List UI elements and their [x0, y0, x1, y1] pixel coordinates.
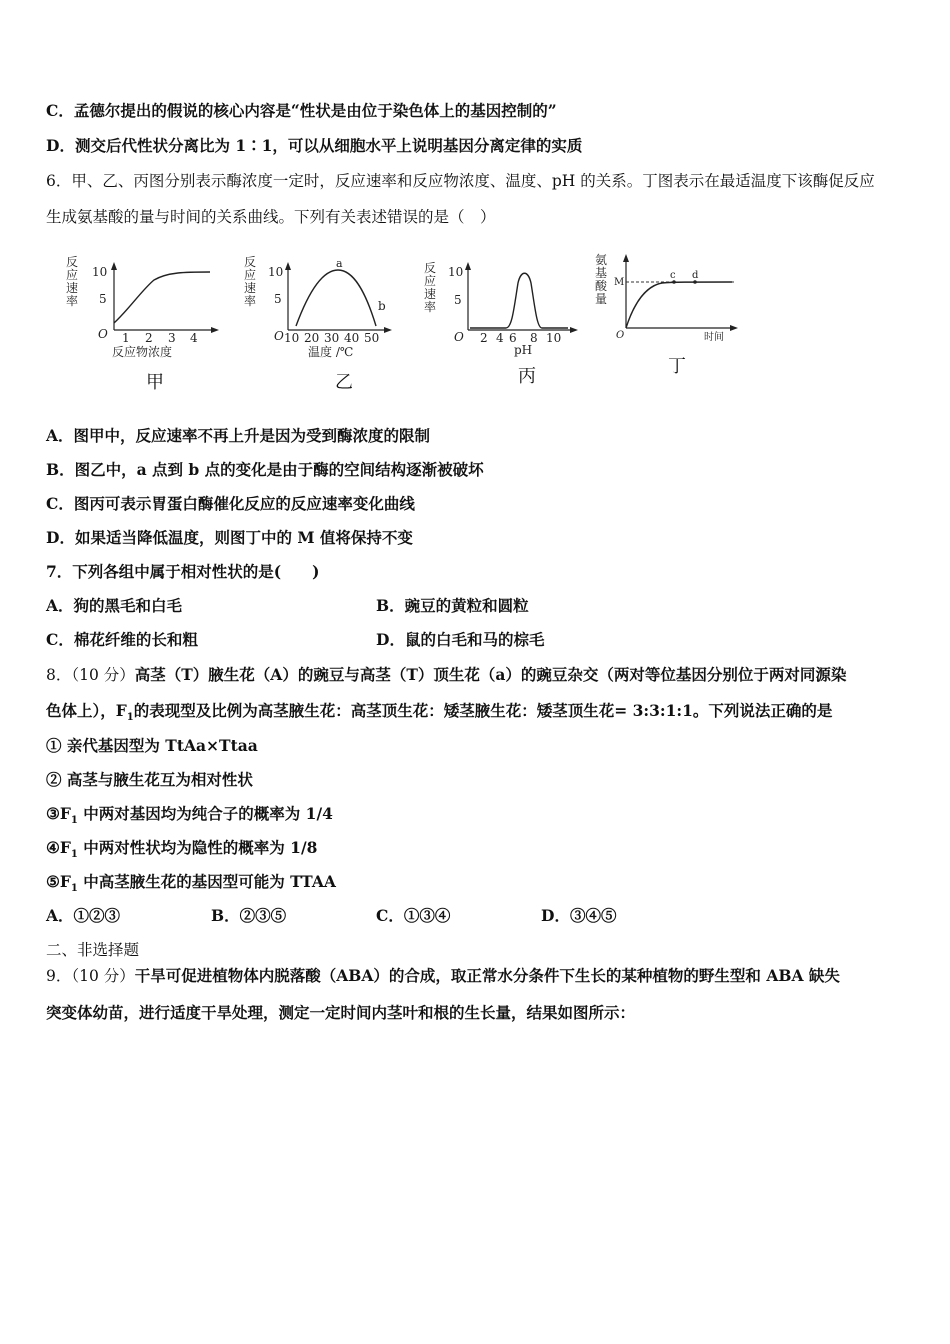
q8-number: 8．（10 分） — [46, 666, 135, 684]
jia-ytick-10: 10 — [92, 265, 108, 279]
q6-stem-line2: 生成氨基酸的量与时间的关系曲线。下列有关表述错误的是（ ） — [46, 208, 496, 226]
bing-ylabel-1: 应 — [424, 274, 437, 288]
q7-stem: 7．下列各组中属于相对性状的是( ) — [46, 562, 320, 581]
yi-ytick-10: 10 — [268, 265, 284, 279]
caption-jia: 甲 — [146, 372, 164, 393]
jia-xlabel: 反应物浓度 — [112, 345, 173, 359]
yi-ytick-5: 5 — [274, 292, 282, 306]
yi-ylabel-2: 速 — [244, 281, 257, 295]
yi-ylabel-3: 率 — [244, 294, 257, 308]
bing-xtick-4: 4 — [496, 331, 504, 345]
q9-stem-line2: 突变体幼苗，进行适度干旱处理，测定一定时间内茎叶和根的生长量，结果如图所示： — [46, 1003, 636, 1022]
q8-line2-a: 色体上），F — [46, 701, 127, 720]
figure-yi — [238, 248, 398, 367]
q7-option-c[interactable]: C．棉花纤维的长和粗 — [46, 630, 198, 649]
bing-ytick-10: 10 — [448, 265, 464, 279]
q7-option-b[interactable]: B．豌豆的黄粒和圆粒 — [376, 596, 529, 615]
q8-option-b[interactable]: B．②③⑤ — [211, 906, 287, 925]
ding-point-c: c — [670, 270, 676, 281]
q7-option-d[interactable]: D．鼠的白毛和马的棕毛 — [376, 630, 545, 649]
yi-xlabel: 温度 /℃ — [308, 345, 354, 359]
bing-xtick-10: 10 — [546, 331, 562, 345]
ding-m-label: M — [614, 277, 625, 288]
yi-ylabel-1: 应 — [244, 268, 257, 282]
q8-line2-sub: 1 — [126, 712, 134, 724]
jia-ylabel-3: 率 — [66, 294, 79, 308]
q7-option-a[interactable]: A．狗的黑毛和白毛 — [46, 596, 183, 615]
bing-ytick-5: 5 — [454, 293, 462, 307]
jia-xtick-1: 1 — [122, 331, 130, 345]
ding-ylabel-3: 量 — [595, 292, 608, 306]
jia-xtick-3: 3 — [168, 331, 176, 345]
option-d-prev: D．测交后代性状分离比为 1∶1，可以从细胞水平上说明基因分离定律的实质 — [46, 136, 583, 155]
q9-stem-line1 — [46, 966, 840, 986]
jia-xtick-4: 4 — [190, 331, 198, 345]
ding-xlabel: 时间 — [704, 332, 724, 343]
yi-origin: O — [274, 329, 284, 343]
jia-xtick-2: 2 — [145, 331, 153, 345]
q8-line1-text: 高茎（T）腋生花（A）的豌豆与高茎（T）顶生花（a）的豌豆杂交（两对等位基因分别位于两对同源染 — [134, 665, 847, 684]
q8-line2-b: 的表现型及比例为高茎腋生花：高茎顶生花：矮茎腋生花：矮茎顶生花= 3:3:1:1。下列说法正确的是 — [133, 701, 833, 720]
yi-point-b: b — [378, 299, 386, 313]
q6-option-d[interactable]: D．如果适当降低温度，则图丁中的 M 值将保持不变 — [46, 528, 413, 547]
q8-s5-b: 中高茎腋生花的基因型可能为 TTAA — [77, 872, 336, 891]
q8-s3-a: ③F — [46, 804, 71, 823]
bing-origin: O — [454, 330, 464, 344]
q8-s4-b: 中两对性状均为隐性的概率为 1/8 — [77, 838, 318, 857]
figure-ding — [592, 248, 752, 352]
bing-ylabel-2: 速 — [424, 287, 437, 301]
yi-xtick-20: 20 — [304, 331, 320, 345]
ding-origin: O — [616, 330, 625, 341]
q6-option-a[interactable]: A．图甲中，反应速率不再上升是因为受到酶浓度的限制 — [46, 426, 431, 445]
caption-ding: 丁 — [668, 356, 686, 377]
bing-ylabel-3: 率 — [424, 300, 437, 314]
q8-option-a[interactable]: A．①②③ — [46, 906, 121, 925]
q8-option-d[interactable]: D．③④⑤ — [541, 906, 617, 925]
caption-yi: 乙 — [335, 372, 353, 393]
figure-jia — [60, 248, 220, 367]
q8-statement-5 — [46, 872, 336, 899]
jia-ylabel-1: 应 — [66, 268, 79, 282]
q9-line1-text: 干旱可促进植物体内脱落酸（ABA）的合成，取正常水分条件下生长的某种植物的野生型和 ABA 缺失 — [134, 966, 840, 985]
q8-statement-3 — [46, 804, 333, 831]
yi-point-a: a — [336, 257, 343, 270]
q8-option-c[interactable]: C．①③④ — [376, 906, 451, 925]
q6-option-b[interactable]: B．图乙中，a 点到 b 点的变化是由于酶的空间结构逐渐被破坏 — [46, 460, 484, 479]
jia-ytick-5: 5 — [99, 292, 107, 306]
bing-xtick-6: 6 — [509, 331, 517, 345]
option-c-prev: C．孟德尔提出的假说的核心内容是“性状是由位于染色体上的基因控制的” — [46, 101, 557, 120]
q6-line1-text: 6．甲、乙、丙图分别表示酶浓度一定时，反应速率和反应物浓度、温度、pH 的关系。丁图表示在最适温度下该酶促反应 — [46, 172, 875, 190]
q8-s4-sub: 1 — [70, 849, 78, 861]
ding-point-d: d — [692, 270, 699, 281]
bing-ylabel-0: 反 — [424, 261, 437, 275]
bing-xlabel: pH — [514, 343, 533, 357]
ding-ylabel-0: 氨 — [595, 253, 608, 267]
q8-stem-line1 — [46, 665, 846, 685]
figure-bing — [418, 248, 583, 367]
yi-xtick-50: 50 — [364, 331, 380, 345]
q8-s4-a: ④F — [46, 838, 71, 857]
bing-xtick-8: 8 — [530, 331, 538, 345]
q9-number: 9．（10 分） — [46, 967, 135, 985]
q8-s3-sub: 1 — [70, 815, 78, 827]
q8-statement-4 — [46, 838, 317, 865]
bing-xtick-2: 2 — [480, 331, 488, 345]
yi-ylabel-0: 反 — [244, 255, 257, 269]
section-heading: 二、非选择题 — [46, 941, 140, 959]
q8-s5-a: ⑤F — [46, 872, 71, 891]
q8-statement-2: ② 高茎与腋生花互为相对性状 — [46, 770, 253, 789]
q6-option-c[interactable]: C．图丙可表示胃蛋白酶催化反应的反应速率变化曲线 — [46, 494, 415, 513]
yi-xtick-10: 10 — [284, 331, 300, 345]
jia-ylabel-2: 速 — [66, 281, 79, 295]
caption-bing: 丙 — [518, 366, 536, 387]
q6-stem-line1 — [46, 171, 875, 191]
jia-origin: O — [98, 327, 108, 341]
q8-s3-b: 中两对基因均为纯合子的概率为 1/4 — [77, 804, 333, 823]
yi-xtick-40: 40 — [344, 331, 360, 345]
jia-ylabel-0: 反 — [66, 255, 79, 269]
q8-statement-1: ① 亲代基因型为 TtAa×Ttaa — [46, 736, 258, 755]
ding-ylabel-1: 基 — [595, 266, 608, 280]
q8-stem-line2 — [46, 701, 832, 728]
q8-s5-sub: 1 — [70, 883, 78, 895]
ding-ylabel-2: 酸 — [595, 279, 608, 293]
yi-xtick-30: 30 — [324, 331, 340, 345]
